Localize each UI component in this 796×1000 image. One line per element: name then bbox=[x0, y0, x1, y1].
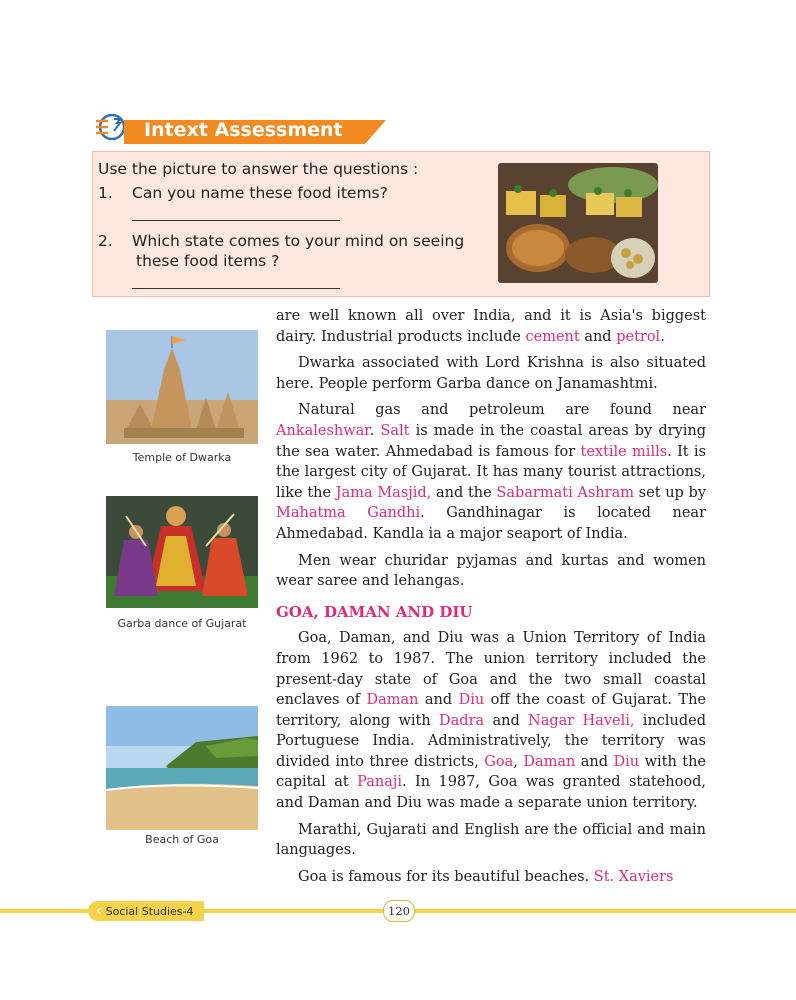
text-run: . bbox=[660, 328, 665, 345]
highlight-term: Nagar Haveli, bbox=[528, 712, 635, 729]
highlight-term: Daman bbox=[523, 753, 576, 770]
highlight-term: Dadra bbox=[439, 712, 485, 729]
paragraph-goa-history bbox=[276, 628, 706, 813]
text-run: included Portuguese India. Administratively, the territory was divided into three districts, bbox=[276, 712, 707, 770]
paragraph-beaches bbox=[276, 867, 706, 888]
garba-caption: Garba dance of Gujarat bbox=[117, 617, 247, 630]
dwarka-temple-image bbox=[106, 330, 258, 444]
text-run: are well known all over India, and it is Asia's biggest dairy. Industrial products include bbox=[276, 308, 706, 345]
text-run: and bbox=[579, 328, 617, 345]
text-run: and bbox=[575, 753, 614, 770]
highlight-term: Ankaleshwar bbox=[276, 422, 370, 439]
highlight-term: petrol bbox=[616, 328, 661, 345]
question-1-number: 1. bbox=[98, 184, 113, 202]
highlight-term: St. Xaviers bbox=[593, 868, 674, 885]
text-run: Goa, Daman, and Diu was a Union Territory of India from 1962 to 1987. The union territory included the present-day state of Goa and the two small coastal enclaves of bbox=[276, 630, 706, 709]
paragraph-dairy bbox=[276, 306, 706, 347]
dwarka-caption: Temple of Dwarka bbox=[132, 451, 232, 464]
text-run: and bbox=[484, 712, 529, 729]
section-heading: GOA, DAMAN AND DIU bbox=[276, 602, 473, 621]
text-run: off the coast of Gujarat. The territory, along with bbox=[276, 692, 706, 729]
highlight-term: cement bbox=[525, 328, 580, 345]
footer-book-title: Social Studies-4 bbox=[105, 904, 194, 918]
text-run: Goa is famous for its beautiful beaches. bbox=[298, 868, 594, 885]
question-2-text-line1: Which state comes to your mind on seeing bbox=[132, 232, 465, 250]
goa-beach-image bbox=[106, 706, 258, 830]
footer-book-tab bbox=[88, 901, 204, 921]
text-run: . Gandhinagar is located near Ahmedabad. Kandla ia a major seaport of India. bbox=[276, 505, 707, 542]
question-2-number: 2. bbox=[98, 232, 113, 250]
answer-line-2 bbox=[132, 288, 340, 289]
text-run: , bbox=[513, 753, 524, 770]
answer-line-1 bbox=[132, 220, 340, 221]
main-text bbox=[276, 306, 706, 893]
goa-caption: Beach of Goa bbox=[145, 833, 219, 846]
text-run: set up by bbox=[633, 484, 707, 501]
page-number: 120 bbox=[383, 900, 415, 922]
highlight-term: Panaji bbox=[357, 774, 402, 791]
highlight-term: Goa bbox=[484, 753, 514, 770]
food-items-image bbox=[498, 163, 658, 283]
paragraph-dwarka: Dwarka associated with Lord Krishna is also situated here. People perform Garba dance on Janamashtmi. bbox=[276, 355, 706, 392]
paragraph-clothing: Men wear churidar pyjamas and kurtas and women wear saree and lehangas. bbox=[276, 552, 706, 590]
assessment-intro: Use the picture to answer the questions : bbox=[98, 160, 419, 178]
highlight-term: Sabarmati Ashram bbox=[496, 484, 634, 501]
text-run: . It is the largest city of Gujarat. It has many tourist attractions, like the bbox=[276, 443, 706, 501]
assessment-title: Intext Assessment bbox=[144, 119, 343, 141]
highlight-term: Salt bbox=[380, 422, 410, 439]
text-run: and the bbox=[431, 484, 497, 501]
question-2-text-line2: these food items ? bbox=[136, 252, 280, 270]
paragraph-languages: Marathi, Gujarati and English are the official and main languages. bbox=[276, 821, 706, 859]
footer-line-right bbox=[413, 909, 796, 913]
highlight-term: textile mills bbox=[580, 443, 668, 460]
text-run: . bbox=[369, 422, 381, 439]
garba-dance-image bbox=[106, 496, 258, 608]
highlight-term: Diu bbox=[613, 753, 640, 770]
highlight-term: Mahatma Gandhi bbox=[276, 505, 421, 522]
highlight-term: Daman bbox=[366, 692, 419, 709]
text-run: and bbox=[418, 692, 459, 709]
text-run: is made in the coastal areas by drying the sea water. Ahmedabad is famous for bbox=[276, 422, 707, 460]
text-run: . In 1987, Goa was granted statehood, and Daman and Diu was made a separate union territory. bbox=[276, 774, 706, 812]
highlight-term: Jama Masjid, bbox=[335, 484, 432, 501]
chevron-left-icon: ‹ bbox=[96, 903, 102, 919]
assessment-header bbox=[92, 112, 343, 146]
question-1-text: Can you name these food items? bbox=[132, 184, 388, 202]
highlight-term: Diu bbox=[458, 692, 485, 709]
text-run: with the capital at bbox=[276, 753, 706, 791]
paragraph-industry bbox=[276, 400, 706, 544]
text-run: Natural gas and petroleum are found near bbox=[298, 402, 706, 419]
